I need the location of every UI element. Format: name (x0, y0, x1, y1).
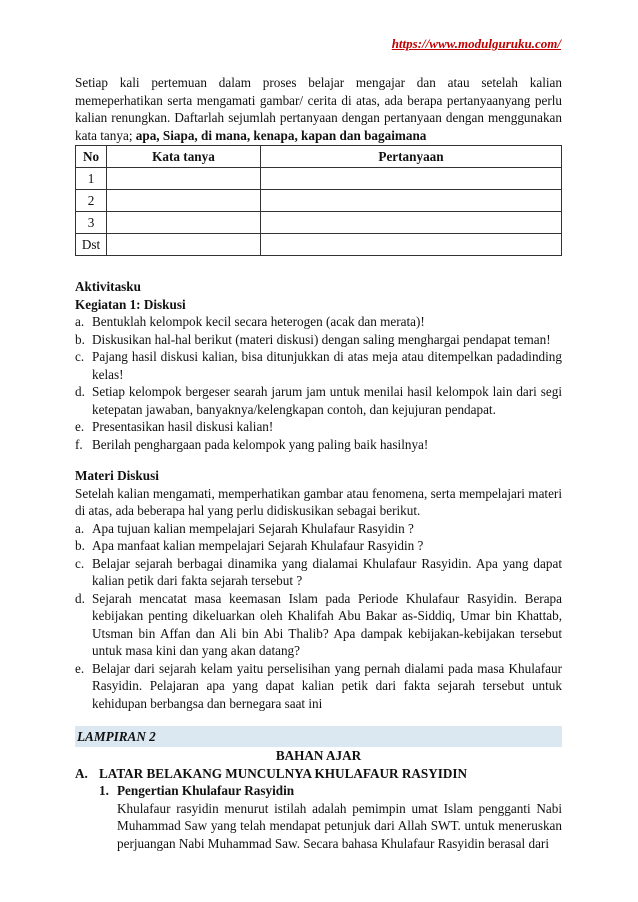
table-cell-pertanyaan (261, 212, 562, 234)
intro-paragraph (75, 74, 562, 144)
materi-intro: Setelah kalian mengamati, memperhatikan gambar atau fenomena, serta mempelajari materi di atas, ada beberapa hal yang perlu didiskusikan sebagai berikut. (75, 485, 562, 518)
bahan-ajar-title: BAHAN AJAR (275, 748, 362, 763)
kegiatan-subtitle: Kegiatan 1: Diskusi (75, 296, 186, 312)
intro-text: Setiap kali pertemuan dalam proses belajar mengajar dan atau setelah kalian memeperhatikan serta mengamati gambar/ cerita di atas, ada berapa pertanyaanyang perlu kalian renungkan. Daftarlah sejumlah pertanyaan dengan pertanyaan dengan menggunakan kata tanya; (75, 75, 562, 143)
list-item: e. Belajar dari sejarah kelam yaitu perselisihan yang pernah dialami pada masa Khulafaur Rasyidin. Pelajaran apa yang dapat kalian petik dari fakta sejarah tersebut untuk kehidupan berbangsa dan bernegara saat ini (75, 660, 562, 711)
header-url-link[interactable]: https://www.modulguruku.com/ (391, 36, 561, 51)
aktivitas-list (75, 313, 562, 453)
materi-list (75, 520, 562, 713)
table-cell-kata (107, 168, 261, 190)
section-heading: A. LATAR BELAKANG MUNCULNYA KHULAFAUR RASYIDIN (75, 765, 468, 781)
table-cell-pertanyaan (261, 234, 562, 256)
list-item: f. Berilah penghargaan pada kelompok yang paling baik hasilnya! (75, 436, 429, 452)
table-cell-no: 2 (76, 190, 107, 212)
page-content (75, 74, 562, 852)
list-item: c. Pajang hasil diskusi kalian, bisa ditunjukkan di atas meja atau ditempelkan padadinding kelas! (75, 349, 562, 382)
list-item: b. Apa manfaat kalian mempelajari Sejarah Khulafaur Rasyidin ? (75, 538, 424, 553)
table-cell-no: 3 (76, 212, 107, 234)
table-cell-kata (107, 212, 261, 234)
subsection-heading: 1. Pengertian Khulafaur Rasyidin (99, 783, 295, 798)
table-header-kata-tanya: Kata tanya (107, 146, 261, 168)
list-item: b. Diskusikan hal-hal berikut (materi diskusi) dengan saling menghargai pendapat teman! (75, 331, 551, 347)
list-item: c. Belajar sejarah berbagai dinamika yang dialamai Khulafaur Rasyidin. Apa yang dapat kalian petik dari fakta sejarah tersebut ? (75, 555, 562, 588)
list-item: a. Bentuklah kelompok kecil secara heterogen (acak dan merata)! (75, 314, 425, 329)
question-table (75, 145, 562, 256)
table-cell-pertanyaan (261, 190, 562, 212)
table-row (76, 234, 562, 256)
aktivitas-title: Aktivitasku (75, 279, 141, 294)
table-header-row (76, 146, 562, 168)
table-cell-kata (107, 234, 261, 256)
body-paragraph: Khulafaur rasyidin menurut istilah adalah pemimpin umat Islam pengganti Nabi Muhammad Saw yang telah mendapat petunjuk dari Allah SWT. untuk meneruskan perjuangan Nabi Muhammad Saw. Secara bahasa Khulafaur Rasyidin berasal dari (117, 800, 562, 851)
table-cell-no: 1 (76, 168, 107, 190)
list-item: d. Setiap kelompok bergeser searah jarum jam untuk menilai hasil kelompok lain dari segi ketepatan jawaban, banyaknya/kelengkapan contoh, dan kejujuran pendapat. (75, 384, 562, 417)
table-row (76, 190, 562, 212)
table-header-no: No (76, 146, 107, 168)
table-header-pertanyaan: Pertanyaan (261, 146, 562, 168)
list-item: a. Apa tujuan kalian mempelajari Sejarah Khulafaur Rasyidin ? (75, 520, 414, 536)
table-row (76, 212, 562, 234)
table-cell-pertanyaan (261, 168, 562, 190)
list-item: e. Presentasikan hasil diskusi kalian! (75, 419, 274, 434)
intro-bold-words: apa, Siapa, di mana, kenapa, kapan dan bagaimana (135, 127, 427, 143)
lampiran-label: LAMPIRAN 2 (75, 726, 562, 747)
table-cell-no: Dst (76, 234, 107, 256)
table-row (76, 168, 562, 190)
list-item: d. Sejarah mencatat masa keemasan Islam pada Periode Khulafaur Rasyidin. Berapa kebijakan penting dikeluarkan oleh Khalifah Abu Bakar as-Siddiq, Umar bin Khattab, Utsman bin Affan dan Ali bin Abi Thalib? Apa dampak kebijakan-kebijakan tersebut untuk masa kini dan yang akan datang? (75, 590, 562, 658)
table-cell-kata (107, 190, 261, 212)
materi-title: Materi Diskusi (75, 468, 159, 483)
